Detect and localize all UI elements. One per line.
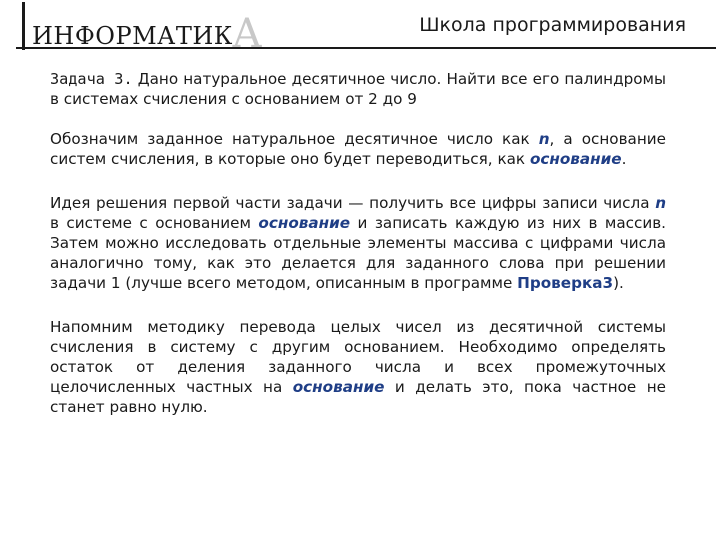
logo-vertical-bar [22,2,25,50]
idea-text-4: ). [613,274,624,292]
notation-text-3: . [621,150,627,168]
idea-text-3: и записать каждую из них в массив. Затем можно исследовать отдельные элементы массива с цифрами числа аналогично тому, как это делается для заданного слова при решении задачи 1 (лучше всего методом, описанным в программе [50,214,666,292]
variable-n: n [655,194,666,212]
solution-idea-paragraph [50,193,666,293]
method-text-2: и делать это, пока частное не станет равно нулю. [50,378,666,416]
method-paragraph [50,317,666,417]
idea-text-2: в системе с основанием [50,214,259,232]
school-title: Школа программирования [419,14,686,36]
variable-n: n [538,130,550,148]
idea-text-1: Идея решения первой части задачи — получить все цифры записи числа [50,194,656,212]
informatika-logo [32,8,263,57]
notation-text-2: , а основание систем счисления, в которые оно будет переводиться, как [50,130,666,168]
program-name: Проверка3 [517,274,614,292]
logo-last-letter: А [231,11,263,57]
variable-base: основание [529,150,622,168]
task-statement [50,69,666,109]
method-text-1: Напомним методику перевода целых чисел из десятичной системы счисления в систему с другим основанием. Необходимо определять остаток от деления заданного числа и всех промежуточных целочисленных частных на [50,318,666,396]
variable-base: основание [258,214,351,232]
notation-text-1: Обозначим заданное натуральное десятичное число как [50,130,539,148]
logo-main-text: ИНФОРМАТИК [32,22,233,50]
notation-paragraph [50,129,666,169]
slide-content [50,69,666,417]
variable-base: основание [292,378,385,396]
task-text: Дано натуральное десятичное число. Найти все его палиндромы в системах счисления с основанием от 2 до 9 [50,70,666,108]
task-label: Задача 3. [50,70,133,88]
